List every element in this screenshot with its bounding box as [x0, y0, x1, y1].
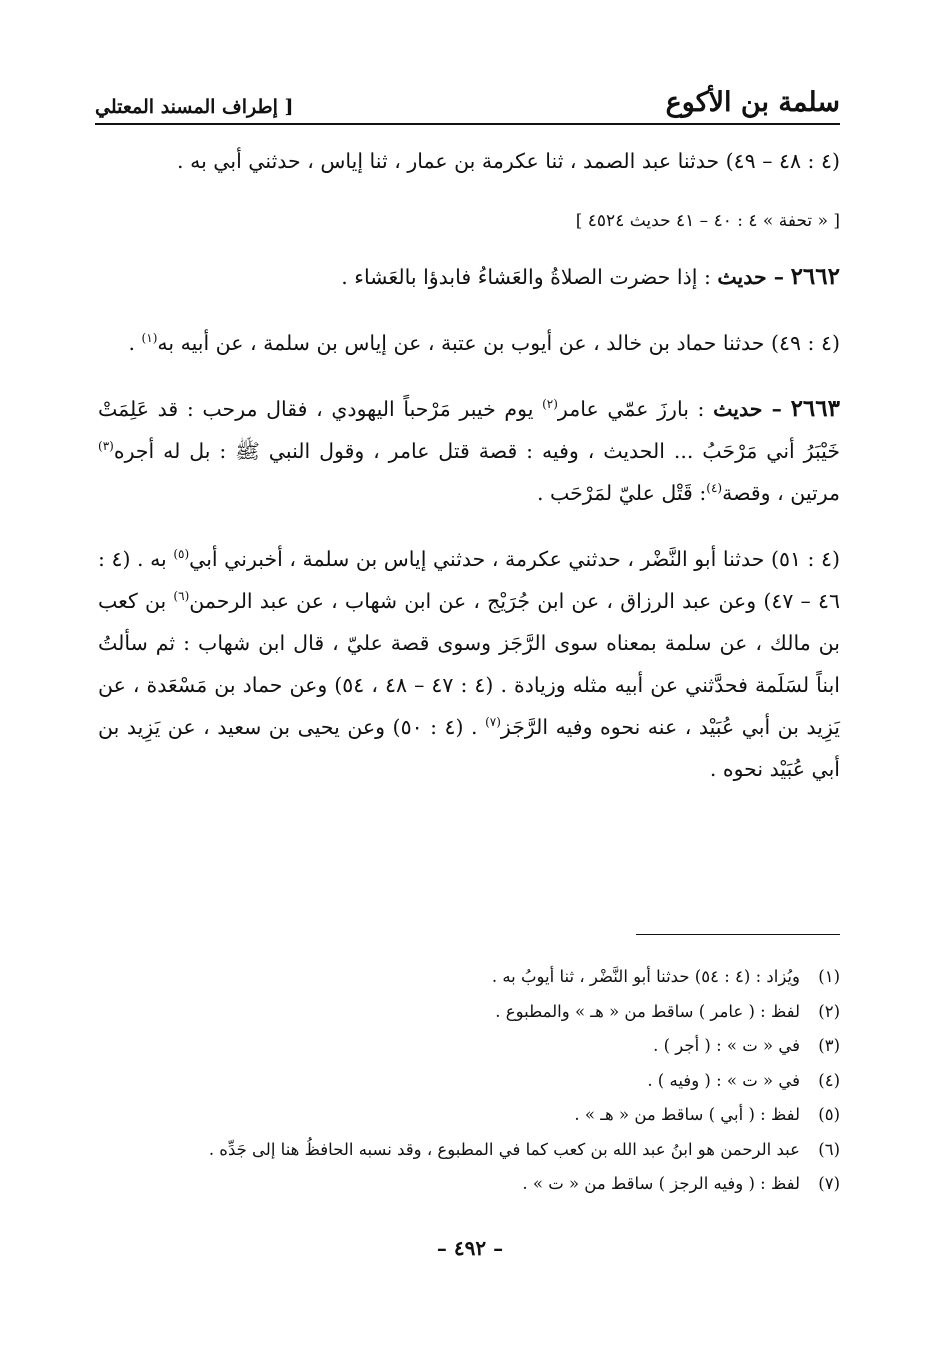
hadith-text: : بارزَ عمّي عامر	[557, 397, 705, 421]
page-title: سلمة بن الأكوع	[665, 87, 840, 118]
isnad-end: .	[128, 331, 136, 355]
footnotes-list	[150, 960, 840, 1202]
header-rule	[95, 123, 840, 125]
footnote-number: (٧)	[818, 1174, 840, 1193]
paragraph-isnad-1: (٤ : ٤٨ – ٤٩) حدثنا عبد الصمد ، ثنا عكرمة بن عمار ، ثنا إياس ، حدثني أبي به .	[177, 149, 840, 173]
hadith-number: ٢٦٦٢	[790, 263, 840, 290]
footnote-ref: (٢)	[542, 397, 558, 412]
footnote-ref: (٥)	[173, 547, 190, 562]
footnote-ref: (٣)	[98, 439, 114, 454]
page-header	[95, 78, 840, 118]
hadith-text: يوم خيبر مَرْحباً اليهودي ، فقال مرحب : قد عَلِمَتْ خَيْبَرُ أني مَرْحَبُ ... الحديث ، وفيه : قصة قتل عامر ، وقول النبي ﷺ : بل له أجره	[98, 397, 840, 463]
hadith-text: مرتين ، وقصة	[722, 481, 840, 505]
footnote-item	[150, 995, 840, 1030]
tuhfa-reference: [ « تحفة » ٤ : ٤٠ – ٤١ حديث ٤٥٢٤ ]	[575, 211, 840, 231]
isnad-text: به . (٤ : ٤٦ – ٤٧) وعن عبد الرزاق ، عن ابن جُرَيْج ، عن ابن شهاب ، عن عبد الرحمن	[98, 547, 840, 613]
footnote-text: ويُزاد : (٤ : ٥٤) حدثنا أبو النَّضْر ، ثنا أيوبُ به .	[491, 967, 800, 986]
footnote-text: لفظ : ( وفيه الرجز ) ساقط من « ت » .	[522, 1174, 800, 1193]
footnote-ref: (٧)	[485, 715, 501, 730]
hadith-2662	[98, 256, 840, 298]
hadith-2663	[98, 388, 840, 514]
footnote-item	[150, 1133, 840, 1168]
footnote-number: (٥)	[818, 1105, 840, 1124]
isnad-text: بن كعب بن مالك ، عن سلمة بمعناه سوى الرَّجَز وسوى قصة عليّ ، قال ابن شهاب : ثم سألتُ ابناً لسَلَمة فحدَّثني عن أبيه مثله وزيادة . (٤ : ٤٧ – ٤٨ ، ٥٤) وعن حماد بن مَسْعَدة ، عن يَزِيد بن أبي عُبَيْد ، عنه نحوه وفيه الرَّجَز	[98, 589, 840, 739]
footnote-number: (٦)	[818, 1139, 840, 1159]
isnad-text: . (٤ : ٥٠) وعن يحيى بن سعيد ، عن يَزِيد بن أبي عُبَيْد نحوه .	[98, 715, 840, 781]
hadith-label: – حديث	[713, 397, 782, 421]
page-number: – ٤٩٢ –	[436, 1236, 504, 1260]
book-title: [ إطراف المسند المعتلي	[95, 96, 294, 118]
footnote-text: في « ت » : ( وفيه ) .	[647, 1070, 800, 1090]
footnote-text: عبد الرحمن هو ابنُ عبد الله بن كعب كما في المطبوع ، وقد نسبه الحافظُ هنا إلى جَدِّه .	[208, 1139, 800, 1159]
footnote-item	[150, 1064, 840, 1099]
footnote-number: (٢)	[818, 1001, 840, 1021]
footnote-text: لفظ : ( عامر ) ساقط من « هـ » والمطبوع .	[495, 1001, 800, 1021]
footnote-text: في « ت » : ( أجر ) .	[653, 1036, 800, 1055]
paragraph-isnad-2	[98, 322, 840, 364]
hadith-number: ٢٦٦٣	[790, 395, 840, 422]
footnote-number: (١)	[818, 967, 840, 986]
footnote-ref: (٤)	[706, 481, 723, 496]
hadith-text: : إذا حضرت الصلاةُ والعَشاءُ فابدؤا بالعَشاء .	[341, 265, 711, 289]
footnote-separator	[636, 934, 840, 935]
footnote-item	[150, 1098, 840, 1133]
paragraph-isnad-3	[98, 538, 840, 790]
isnad-text: (٤ : ٤٩) حدثنا حماد بن خالد ، عن أيوب بن عتبة ، عن إياس بن سلمة ، عن أبيه به	[157, 331, 840, 355]
footnote-item	[150, 960, 840, 995]
hadith-text: : قَتْل عليّ لمَرْحَب .	[536, 481, 707, 505]
footnote-number: (٤)	[818, 1070, 840, 1090]
main-text	[98, 140, 840, 814]
footnote-number: (٣)	[818, 1036, 840, 1055]
footnote-text: لفظ : ( أبي ) ساقط من « هـ » .	[574, 1105, 800, 1124]
footnote-ref: (١)	[141, 331, 158, 346]
hadith-label: – حديث	[717, 265, 785, 289]
footnote-ref: (٦)	[173, 589, 190, 604]
footnote-item	[150, 1029, 840, 1064]
footnote-item	[150, 1167, 840, 1202]
isnad-text: (٤ : ٥١) حدثنا أبو النَّضْر ، حدثني عكرمة ، حدثني إياس بن سلمة ، أخبرني أبي	[189, 547, 840, 571]
